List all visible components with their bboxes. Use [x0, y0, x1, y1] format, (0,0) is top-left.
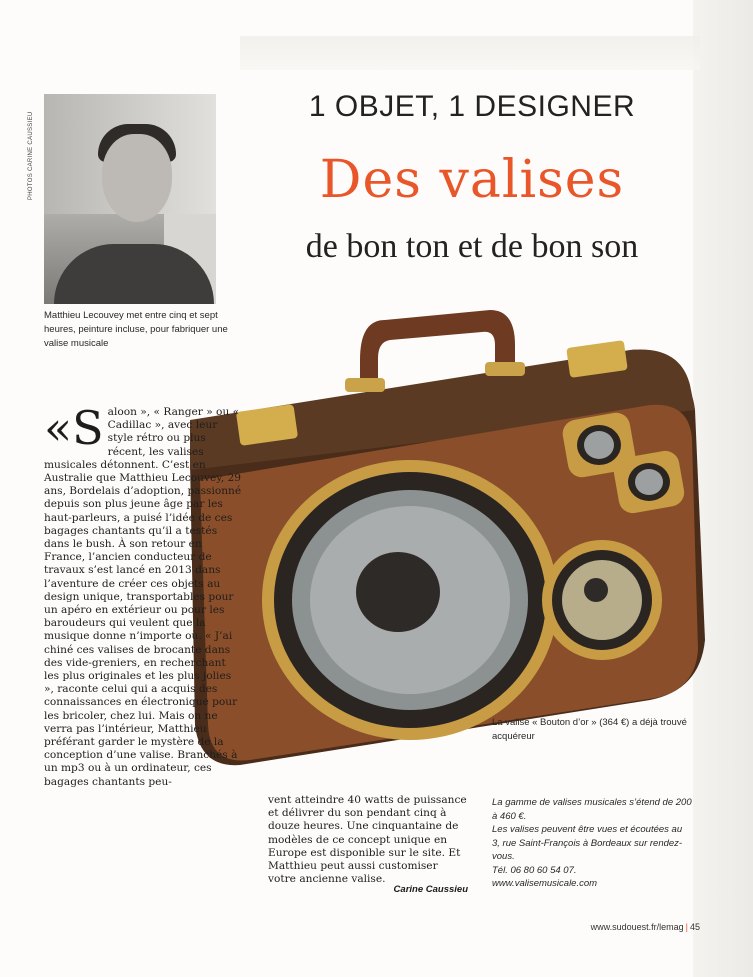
page-number: 45 [689, 922, 700, 932]
article-column-2: vent atteindre 40 watts de puissance et délivrer du son pendant cinq à douze heures. Une cinquantaine de modèles de ce concept unique en Europe est disponible sur le site. Et Matthieu peut aussi customiser votre ancienne valise. [268, 794, 467, 886]
photo-credit: PHOTOS CARINE CAUSSIEU [28, 111, 34, 200]
portrait-photo [44, 94, 216, 304]
website-link[interactable]: www.valisemusicale.com [492, 878, 598, 889]
author-signature: Carine Caussieu [393, 884, 468, 895]
footer-divider: | [685, 922, 688, 932]
phone-text: Tél. 06 80 60 54 07. [492, 864, 577, 876]
page-footer [560, 922, 700, 932]
footer-url[interactable]: www.sudouest.fr/lemag [590, 922, 684, 932]
info-box [492, 796, 692, 891]
article-subtitle: de bon ton et de bon son [305, 228, 639, 265]
suitcase-photo [170, 310, 710, 770]
show-through-band [240, 36, 700, 70]
article-title: Des valises [319, 150, 625, 210]
portrait-caption: Matthieu Lecouvey met entre cinq et sept heures, peinture incluse, pour fabriquer une valise musicale [44, 310, 228, 349]
suitcase-caption: La valise « Bouton d’or » (364 €) a déjà trouvé acquéreur [492, 717, 687, 742]
article-column-1 [44, 401, 244, 789]
showroom-text: Les valises peuvent être vues et écoutées au 3, rue Saint-François à Bordeaux sur rendez-vous. [492, 824, 683, 862]
section-kicker: 1 OBJET, 1 DESIGNER [308, 90, 636, 123]
article-text-1: aloon », « Ranger » ou « Cadillac », avec leur style rétro ou plus récent, les valises musicales détonnent. C’est en Australie que Matthieu Lecouvey, 29 ans, Bordelais d’adoption, passionné depuis son plus jeune âge par les haut-parleurs, a puisé l’idée de ces bagages chantants qu’il a testés dans le bush. À son retour en France, l’ancien conducteur de travaux s’est lancé en 2013 dans l’aventure de créer ces objets au design unique, transportables pour un apéro en extérieur ou pour les baroudeurs qui veulent que la musique donne n’importe où. « J’ai chiné ces valises de brocante dans des vide-greniers, en recherchant les plus originales et les plus jolies », raconte celui qui a acquis des connaissances en électronique pour les bricoler, chez lui. Mais on ne verra pas l’intérieur, Matthieu préférant garder le mystère de la conception d’une valise. Branchés à un mp3 ou à un ordinateur, ces bagages chantants peu- [44, 406, 242, 788]
price-range-text: La gamme de valises musicales s’étend de 200 à 460 €. [492, 797, 692, 822]
dropcap: «S [44, 401, 104, 455]
